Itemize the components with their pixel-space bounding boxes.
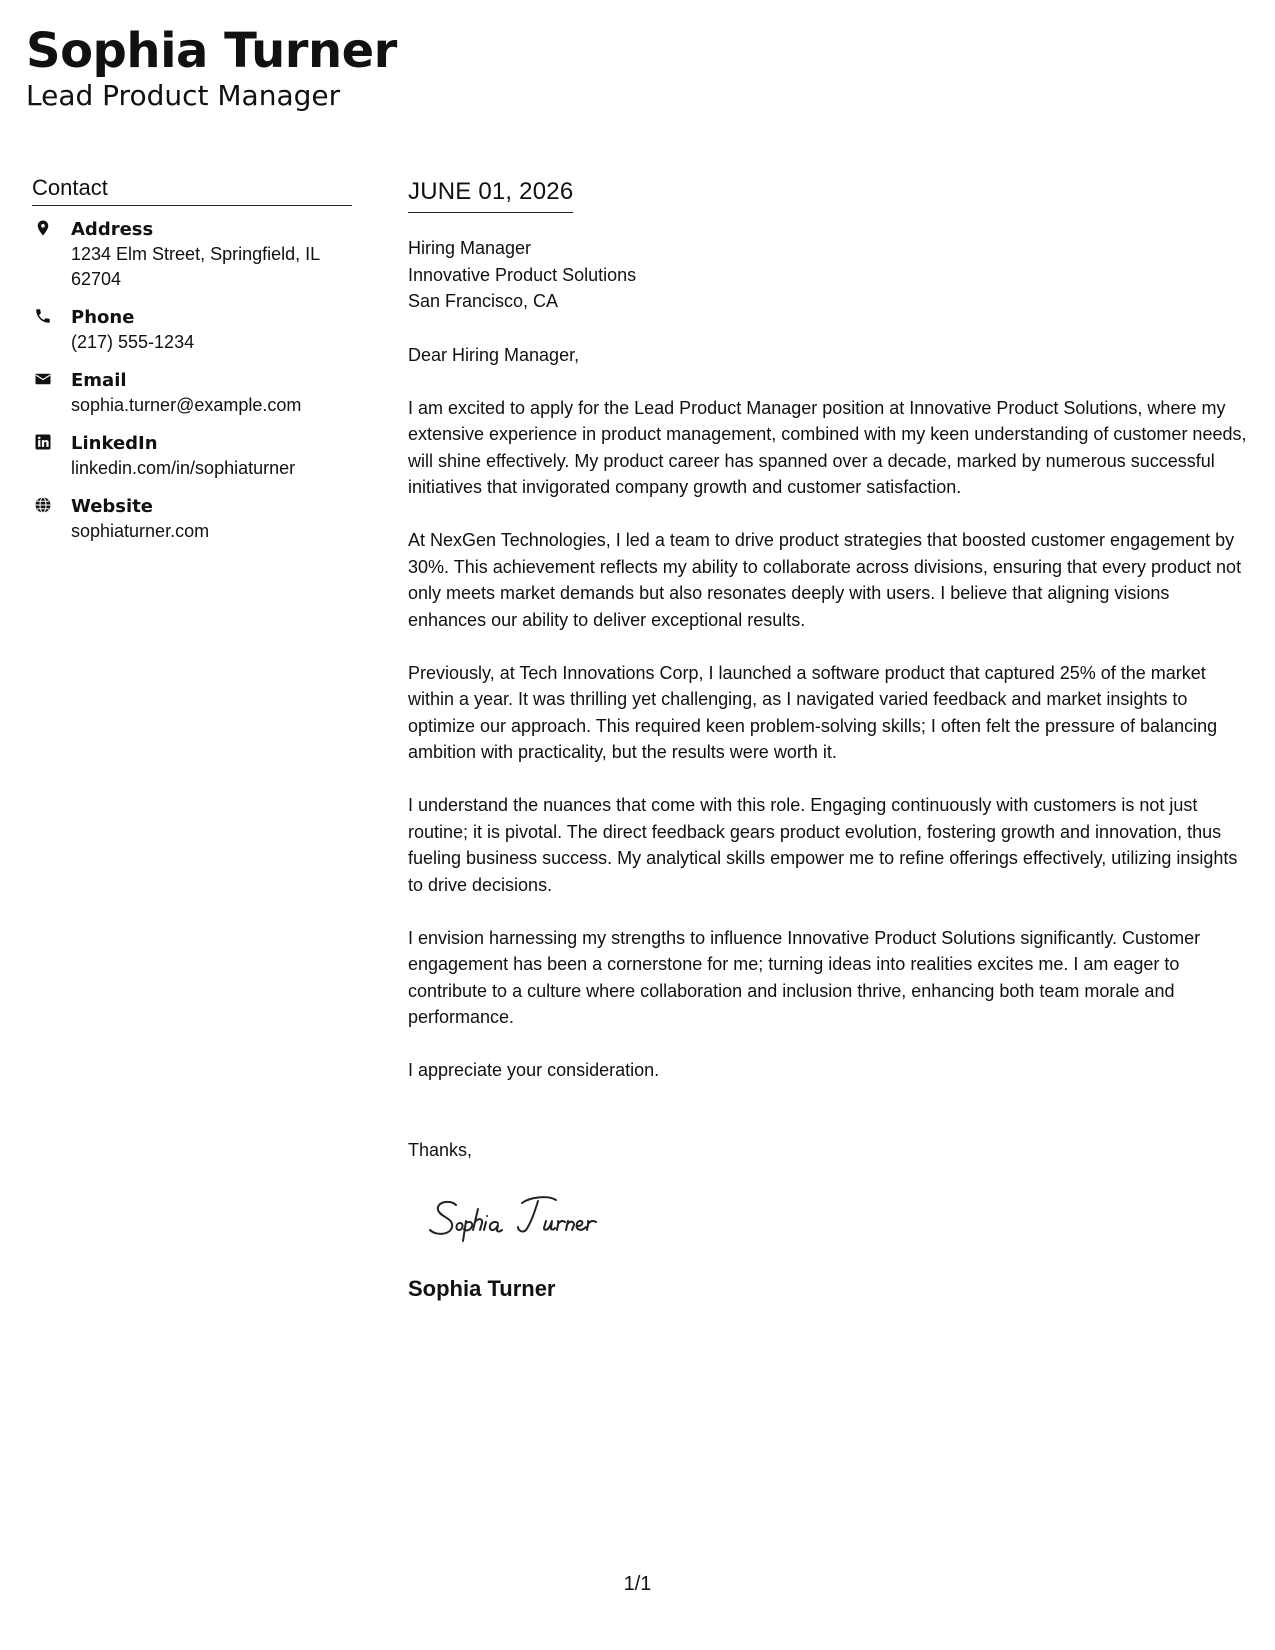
applicant-title: Lead Product Manager [26,79,341,112]
header [26,22,397,112]
page-number: 1/1 [623,1573,652,1595]
date-block [408,178,573,213]
contact-value: sophiaturner.com [71,521,210,541]
letter-body [408,178,1250,1303]
body-paragraph: At NexGen Technologies, I led a team to drive product strategies that boosted customer engagement by 30%. This achievement reflects my ability to collaborate across divisions, ensuring that every product not only meets market demands but also resonates deeply with users. I believe that aligning visions enhances our ability to deliver exceptional results. [408,530,1242,630]
contact-value: linkedin.com/in/sophiaturner [71,458,296,478]
recipient-line: Hiring Manager [408,238,532,258]
closing: Thanks, [408,1139,473,1160]
contact-value: (217) 555-1234 [71,332,195,352]
contact-value: 1234 Elm Street, Springfield, IL 62704 [71,244,320,289]
location-pin-icon [34,219,52,237]
letter-date: JUNE 01, 2026 [408,178,574,205]
contact-label: Website [71,496,154,517]
body-paragraph: I envision harnessing my strengths to influence Innovative Product Solutions significantly. Customer engagement has been a cornerstone for me; turning ideas into realities excites me. I am eager to contribute to a culture where collaboration and inclusion thrive, enhancing both team morale and performance. [408,927,1201,1027]
contact-item-linkedin [32,432,352,481]
recipient-line: San Francisco, CA [408,291,559,311]
body-paragraph: I appreciate your consideration. [408,1060,660,1080]
phone-icon [34,307,52,325]
contact-label: Phone [71,307,135,328]
envelope-icon [34,370,52,388]
body-paragraph: Previously, at Tech Innovations Corp, I launched a software product that captured 25% of the market within a year. It was thrilling yet challenging, as I navigated varied feedback and market insights to optimize our approach. This required keen problem-solving skills; I often felt the pressure of balancing ambition with practicality, but the results were worth it. [408,662,1218,762]
contact-item-address [32,218,352,292]
body-paragraph: I understand the nuances that come with this role. Engaging continuously with customers is not just routine; it is pivotal. The direct feedback gears product evolution, fostering growth and innovation, thus fueling business success. My analytical skills empower me to refine offerings effectively, utilizing insights to drive decisions. [408,795,1238,895]
contact-item-email [32,369,352,418]
contact-value: sophia.turner@example.com [71,395,302,415]
body-paragraph: I am excited to apply for the Lead Product Manager position at Innovative Product Solutions, where my extensive experience in product management, combined with my keen understanding of customer needs, will shine effectively. My product career has spanned over a decade, marked by numerous successful initiatives that invigorated company growth and customer satisfaction. [408,397,1247,497]
contact-label: LinkedIn [71,433,158,454]
contact-item-website [32,495,352,544]
contact-item-phone [32,306,352,355]
contact-label: Email [71,370,127,391]
contact-heading: Contact [32,174,352,206]
salutation: Dear Hiring Manager, [408,344,580,365]
recipient-block [408,235,1250,315]
handwritten-signature [426,1191,666,1247]
signer-name: Sophia Turner [408,1275,556,1301]
contact-sidebar [32,174,352,558]
contact-label: Address [71,219,154,240]
globe-icon [34,496,52,514]
applicant-name: Sophia Turner [26,23,397,79]
recipient-line: Innovative Product Solutions [408,264,637,285]
linkedin-icon [34,433,52,451]
